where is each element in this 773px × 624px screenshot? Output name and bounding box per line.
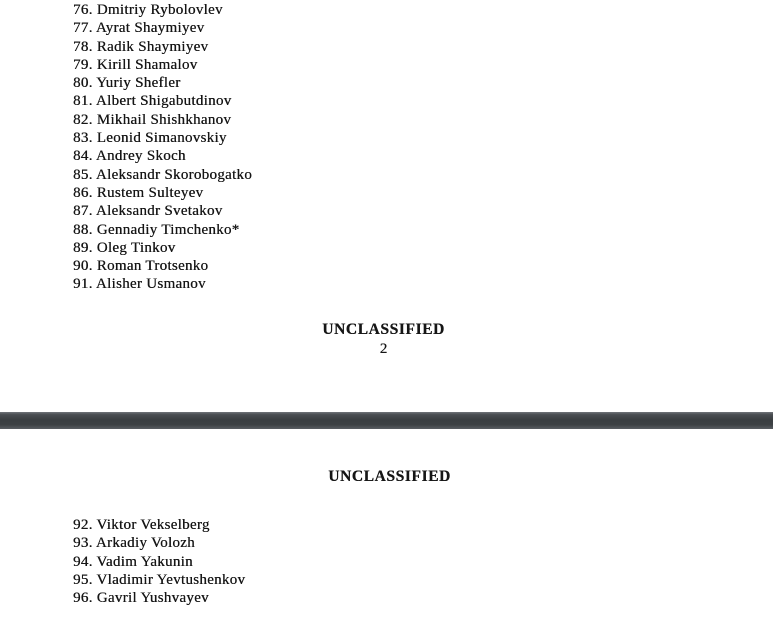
list-item: 85. Aleksandr Skorobogatko: [73, 166, 253, 183]
list-item: 95. Vladimir Yevtushenkov: [73, 571, 246, 588]
list-item: 94. Vadim Yakunin: [73, 553, 193, 570]
list-item: 78. Radik Shaymiyev: [73, 38, 209, 55]
list-item: 77. Ayrat Shaymiyev: [73, 20, 205, 37]
list-item: 91. Alisher Usmanov: [73, 276, 206, 293]
list-item: 82. Mikhail Shishkhanov: [73, 111, 232, 128]
list-item: 93. Arkadiy Volozh: [73, 535, 195, 552]
name-list-page2: [73, 1, 252, 294]
name-list-page3: [73, 516, 245, 607]
page-separator-band: [0, 412, 773, 429]
list-item: 92. Viktor Vekselberg: [73, 517, 210, 533]
list-item: 76. Dmitriy Rybolovlev: [73, 2, 223, 18]
list-item: 83. Leonid Simanovskiy: [73, 130, 227, 147]
page2-page-number: 2: [379, 341, 388, 357]
list-item: 90. Roman Trotsenko: [73, 258, 209, 275]
list-item: 87. Aleksandr Svetakov: [73, 203, 223, 220]
page3-header-classification-label: UNCLASSIFIED: [328, 468, 451, 485]
list-item: 79. Kirill Shamalov: [73, 56, 198, 73]
list-item: 81. Albert Shigabutdinov: [73, 93, 232, 110]
list-item: 80. Yuriy Shefler: [73, 75, 181, 92]
list-item: 84. Andrey Skoch: [73, 148, 186, 165]
list-item: 96. Gavril Yushvayev: [73, 590, 209, 607]
page2-footer-classification-label: UNCLASSIFIED: [322, 321, 445, 338]
list-item: 86. Rustem Sulteyev: [73, 184, 204, 201]
list-item: 89. Oleg Tinkov: [73, 239, 176, 256]
list-item: 88. Gennadiy Timchenko*: [73, 221, 240, 238]
